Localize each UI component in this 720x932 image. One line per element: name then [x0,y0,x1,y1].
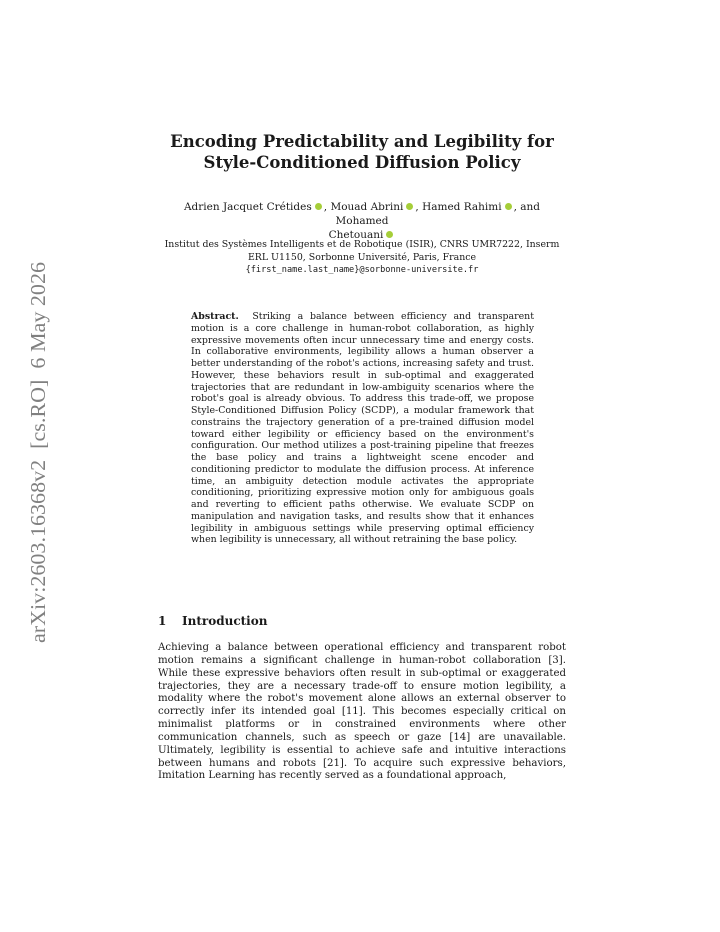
abstract [191,311,534,546]
author-name: Chetouani [328,229,384,241]
author-separator: , [415,201,423,213]
orcid-icon[interactable] [505,203,512,210]
orcid-icon[interactable] [315,203,322,210]
title-line-1: Encoding Predictability and Legibility for [170,132,554,151]
abstract-text: Striking a balance between efficiency and transparent motion is a core challenge in human-robot collaboration, as highly expressive movements often incur unnecessary time and energy costs. In collaborative environments, legibility allows a human observer a better understanding of the robot's actions, increasing safety and trust. However, these behaviors result in sub-optimal and exaggerated trajectories that are redundant in low-ambiguity scenarios where the robot's goal is already obvious. To address this trade-off, we propose Style-Conditioned Diffusion Policy (SCDP), a modular framework that constrains the trajectory generation of a pre-trained diffusion model toward either legibility or efficiency based on the environment's configuration. Our method utilizes a post-training pipeline that freezes the base policy and trains a lightweight scene encoder and conditioning predictor to modulate the diffusion process. At inference time, an ambiguity detection module activates the appropriate conditioning, prioritizing expressive motion only for ambiguous goals and reverting to efficient paths otherwise. We evaluate SCDP on manipulation and navigation tasks, and results show that it enhances legibility in ambiguous settings while preserving optimal efficiency when legibility is unnecessary, all without retraining the base policy. [191,311,534,546]
author-name: Adrien Jacquet Crétides [183,201,312,213]
author-separator: , [323,201,331,213]
section-heading [158,614,566,628]
authors-line-1 [158,200,566,228]
section-title: Introduction [182,614,268,628]
orcid-icon[interactable] [406,203,413,210]
arxiv-stamp-text: arXiv:2603.16368v2 [cs.RO] 6 May 2026 [26,271,50,643]
author-separator: , and Mohamed [335,201,541,227]
affiliation [158,239,566,277]
author-name: Hamed Rahimi [422,201,502,213]
paper-title [158,131,566,173]
intro-paragraph: Achieving a balance between operational efficiency and transparent robot motion remains a significant challenge in human-robot collaboration [3]. While these expressive behaviors often result in sub-optimal or exaggerated trajectories, they are a necessary trade-off to ensure motion legibility, a modality where the robot's movement alone allows an external observer to correctly infer its intended goal [11]. This becomes especially critical on minimalist platforms or in constrained environments where other communication channels, such as speech or gaze [14] are unavailable. Ultimately, legibility is essential to achieve safe and intuitive interactions between humans and robots [21]. To acquire such expressive behaviors, Imitation Learning has recently served as a foundational approach, [158,642,566,782]
author-name: Mouad Abrini [330,201,404,213]
author-list [158,200,566,242]
affiliation-line-2: ERL U1150, Sorbonne Université, Paris, France [247,251,477,263]
email-address[interactable]: {first_name.last_name}@sorbonne-universite.fr [245,265,479,275]
section-number: 1 [158,614,167,628]
affiliation-line-1: Institut des Systèmes Intelligents et de Robotique (ISIR), CNRS UMR7222, Inserm [164,239,560,250]
orcid-icon[interactable] [386,231,393,238]
arxiv-stamp [14,260,54,645]
title-line-2: Style-Conditioned Diffusion Policy [203,153,521,172]
abstract-label: Abstract. [191,311,239,322]
